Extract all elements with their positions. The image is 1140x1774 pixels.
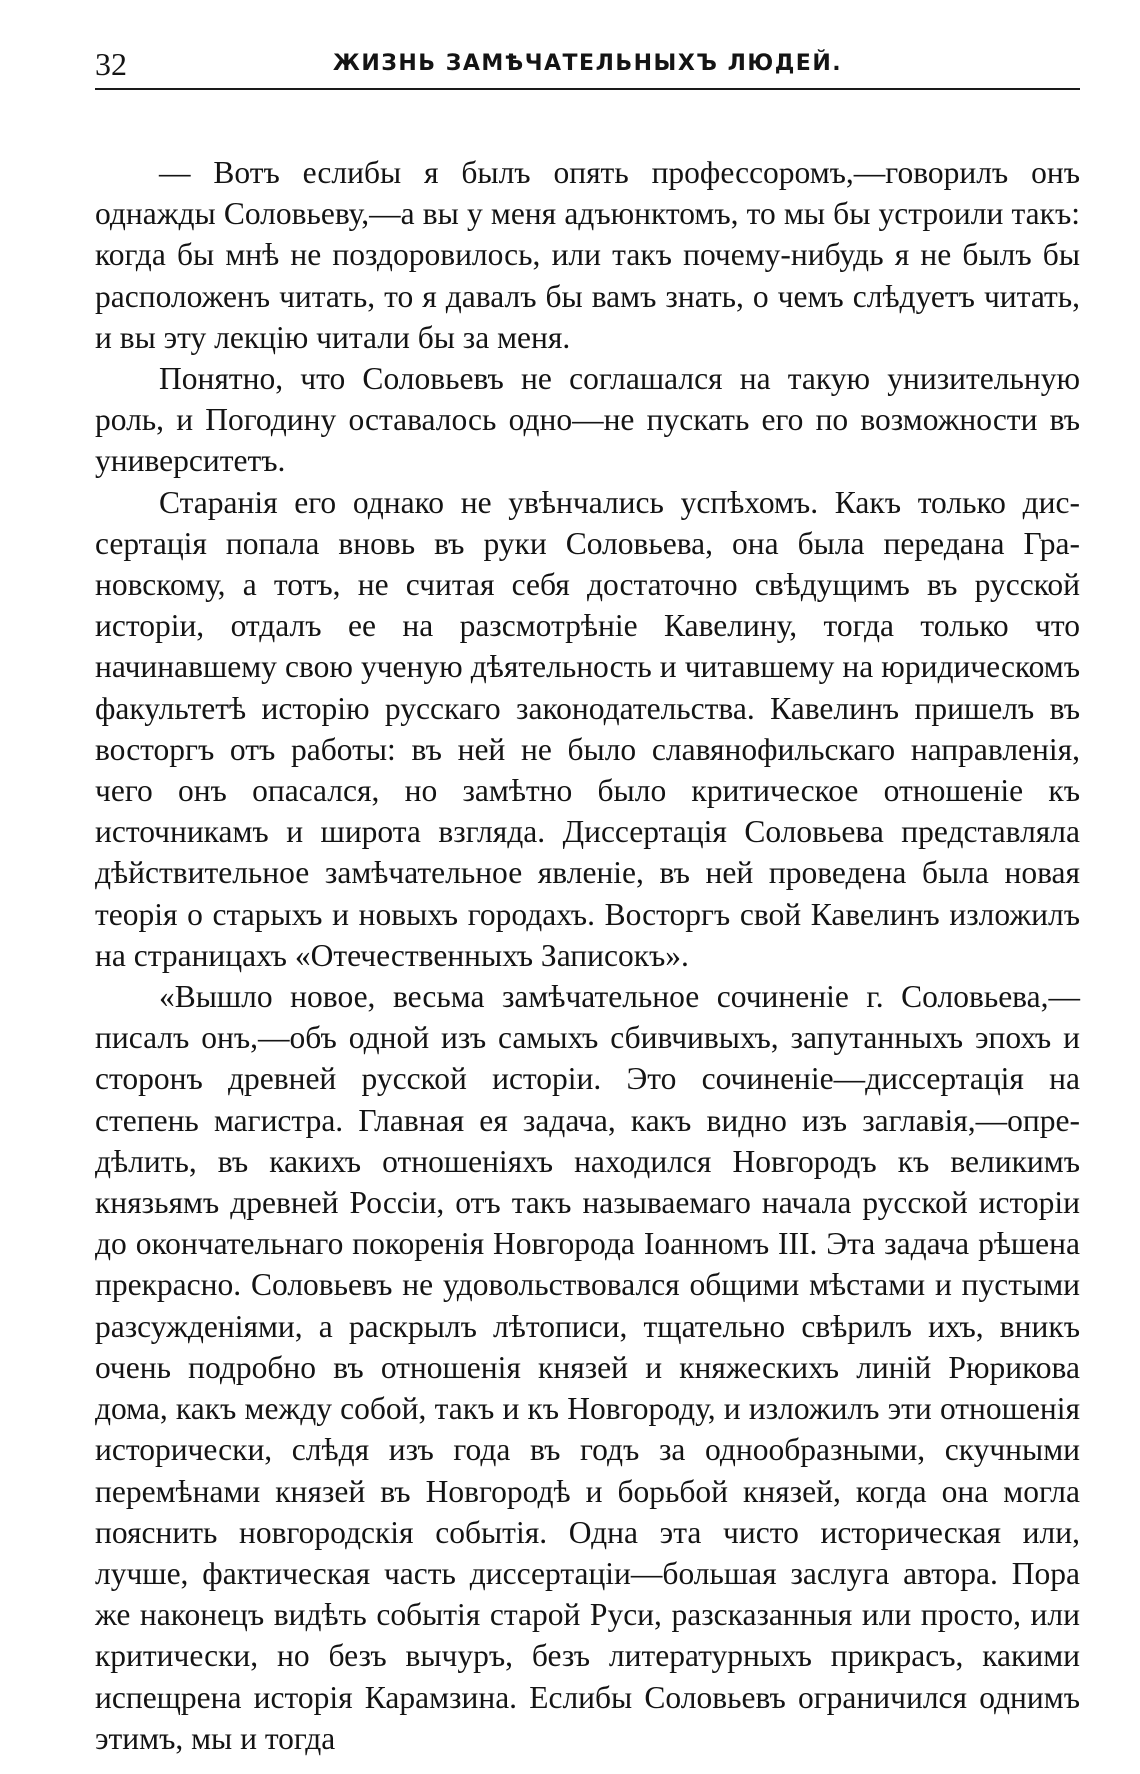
paragraph: — Вотъ еслибы я былъ опять профессоромъ,—говорилъ онъ однажды Соловьеву,—а вы у меня адъюнктомъ, то мы бы устроили такъ: когда бы мнѣ не поздоровилось, или такъ почему-нибудь я не былъ бы расположенъ читать, то я давалъ бы вамъ знать, о чемъ слѣдуетъ читать, и вы эту лекцію читали бы за меня. [95, 155, 1080, 355]
paragraph: Старанія его однако не увѣнчались успѣхомъ. Какъ только диссертація попала вновь въ руки Соловьева, она была передана Грановскому, а тотъ, не считая себя достаточно свѣдущимъ въ русской исторіи, отдалъ ее на разсмотрѣніе Кавелину, тогда только что начинавшему свою ученую дѣятельность и читавшему на юридическомъ факультетѣ исторію русскаго законодательства. Кавелинъ пришелъ въ восторгъ отъ работы: въ ней не было славянофильскаго направленія, чего онъ опасался, но замѣтно было критическое отношеніе къ источникамъ и широта взгляда. Диссертація Соловьева представляла дѣйствительное замѣчательное явленіе, въ ней проведена была новая теорія о старыхъ и новыхъ городахъ. Восторгъ свой Кавелинъ изложилъ на страницахъ «Отечественныхъ Записокъ». [95, 484, 1080, 973]
page-header [95, 40, 1080, 90]
body-text [95, 152, 1080, 1759]
paragraph: Понятно, что Соловьевъ не соглашался на такую унизительную роль, и Погодину оставалось одно—не пускать его по возможности въ университетъ. [95, 361, 1080, 479]
page-number: 32 [95, 46, 127, 82]
running-title: ЖИЗНЬ ЗАМѢЧАТЕЛЬНЫХЪ ЛЮДЕЙ. [332, 51, 843, 76]
paragraph: «Вышло новое, весьма замѣчательное сочиненіе г. Соловьева,—писалъ онъ,—объ одной изъ самыхъ сбивчивыхъ, запутанныхъ эпохъ и сторонъ древней русской исторіи. Это сочиненіе—диссертація на степень магистра. Главная ея задача, какъ видно изъ заглавія,—опредѣлить, въ какихъ отношеніяхъ находился Новгородъ къ великимъ князьямъ древней Россіи, отъ такъ называемаго начала русской исторіи до окончательнаго покоренія Новгорода Іоанномъ III. Эта задача рѣшена прекрасно. Соловьевъ не удовольствовался общими мѣстами и пустыми разсужденіями, а раскрылъ лѣтописи, тщательно свѣрилъ ихъ, вникъ очень подробно въ отношенія князей и княжескихъ линій Рюрикова дома, какъ между собой, такъ и къ Новгороду, и изложилъ эти отношенія исторически, слѣдя изъ года въ годъ за однообразными, скучными перемѣнами князей въ Новгородѣ и борьбой князей, когда она могла пояснить новгородскія событія. Одна эта чисто историческая или, лучше, фактическая часть диссертаціи—большая заслуга автора. Пора же наконецъ видѣть событія старой Руси, разсказанныя или просто, или критически, но безъ вычуръ, безъ литературныхъ прикрасъ, какими испещрена исторія Карамзина. Еслибы Соловьевъ ограничился однимъ этимъ, мы и тогда [95, 979, 1080, 1756]
book-page [95, 40, 1080, 1759]
